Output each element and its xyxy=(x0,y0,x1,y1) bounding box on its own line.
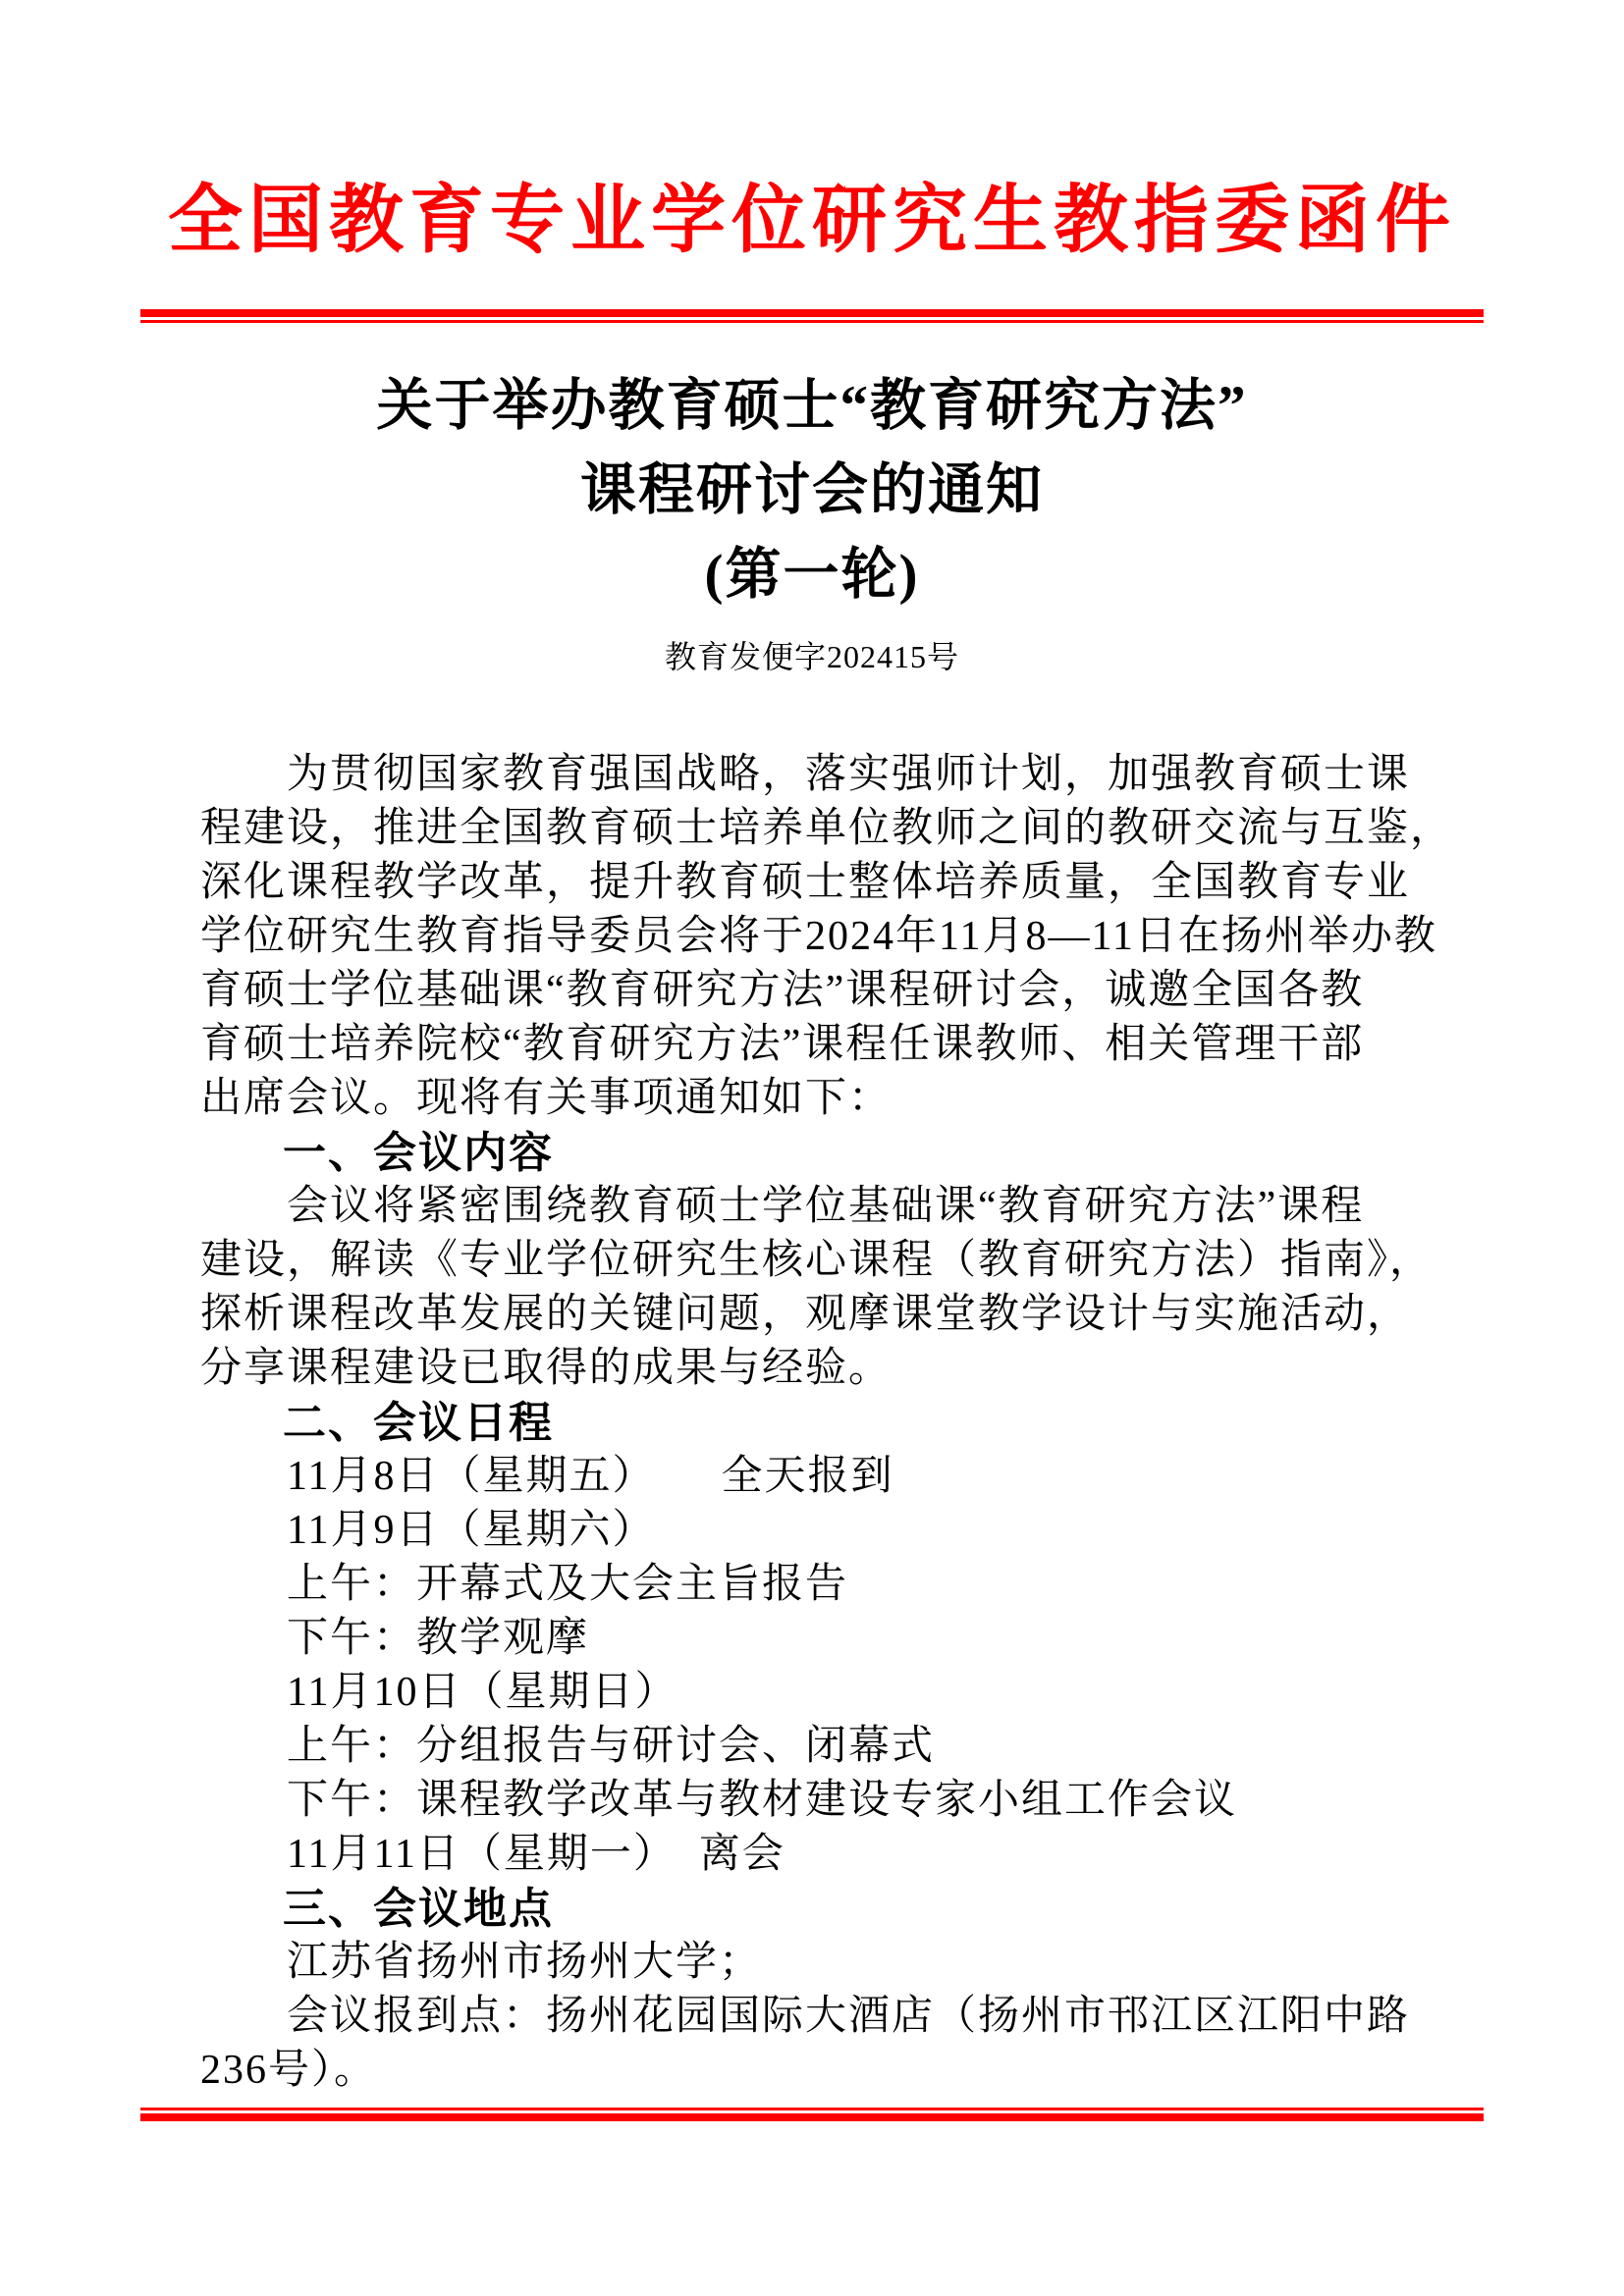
body-line: 会议将紧密围绕教育硕士学位基础课“教育研究方法”课程 xyxy=(287,1184,1365,1229)
document-title-line-1: 关于举办教育硕士“教育研究方法” xyxy=(376,375,1248,437)
schedule-line: 11月9日（星期六） xyxy=(287,1508,656,1553)
body-line: 为贯彻国家教育强国战略，落实强师计划，加强教育硕士课 xyxy=(287,752,1411,797)
body-line: 探析课程改革发展的关键问题，观摩课堂教学设计与实施活动， xyxy=(200,1292,1411,1337)
schedule-line: 上午：开幕式及大会主旨报告 xyxy=(287,1562,849,1607)
body-line: 建设，解读《专业学位研究生核心课程（教育研究方法）指南》， xyxy=(200,1238,1434,1283)
body-line: 程建设，推进全国教育硕士培养单位教师之间的教研交流与互鉴， xyxy=(200,806,1454,851)
body-line: 分享课程建设已取得的成果与经验。 xyxy=(200,1346,893,1391)
section-heading-3: 三、会议地点 xyxy=(283,1885,554,1933)
document-body xyxy=(200,748,1463,2098)
schedule-line: 下午：课程教学改革与教材建设专家小组工作会议 xyxy=(287,1778,1238,1823)
document-title-line-2: 课程研讨会的通知 xyxy=(580,459,1044,521)
body-line: 236号）。 xyxy=(200,2048,378,2093)
body-line: 江苏省扬州市扬州大学； xyxy=(287,1940,763,1985)
body-line: 育硕士学位基础课“教育研究方法”课程研讨会，诚邀全国各教 xyxy=(200,968,1365,1013)
schedule-line: 上午：分组报告与研讨会、闭幕式 xyxy=(287,1724,936,1769)
body-line: 深化课程教学改革，提升教育硕士整体培养质量，全国教育专业 xyxy=(200,860,1411,905)
red-divider-top xyxy=(140,309,1484,323)
schedule-line: 11月10日（星期日） xyxy=(287,1670,678,1715)
body-line: 学位研究生教育指导委员会将于2024年11月8—11日在扬州举办教 xyxy=(200,914,1437,959)
schedule-line: 11月11日（星期一） 离会 xyxy=(287,1832,785,1877)
body-line: 出席会议。现将有关事项通知如下： xyxy=(200,1076,893,1121)
red-divider-top-thin-bar xyxy=(140,320,1484,323)
section-heading-1: 一、会议内容 xyxy=(283,1129,554,1177)
red-divider-bottom xyxy=(140,2108,1484,2121)
document-title xyxy=(0,364,1624,617)
body-line: 育硕士培养院校“教育研究方法”课程任课教师、相关管理干部 xyxy=(200,1022,1365,1067)
body-line: 会议报到点：扬州花园国际大酒店（扬州市邗江区江阳中路 xyxy=(287,1994,1411,2039)
issue-number: 教育发便字202415号 xyxy=(664,639,959,674)
letterhead-title: 全国教育专业学位研究生教指委函件 xyxy=(168,179,1456,262)
red-divider-bottom-thick-bar xyxy=(140,2113,1484,2121)
red-divider-top-thick-bar xyxy=(140,309,1484,317)
schedule-line: 下午：教学观摩 xyxy=(287,1616,590,1661)
schedule-line: 11月8日（星期五） 全天报到 xyxy=(287,1454,894,1499)
document-title-line-3: (第一轮) xyxy=(704,544,920,606)
section-heading-2: 二、会议日程 xyxy=(283,1399,554,1447)
